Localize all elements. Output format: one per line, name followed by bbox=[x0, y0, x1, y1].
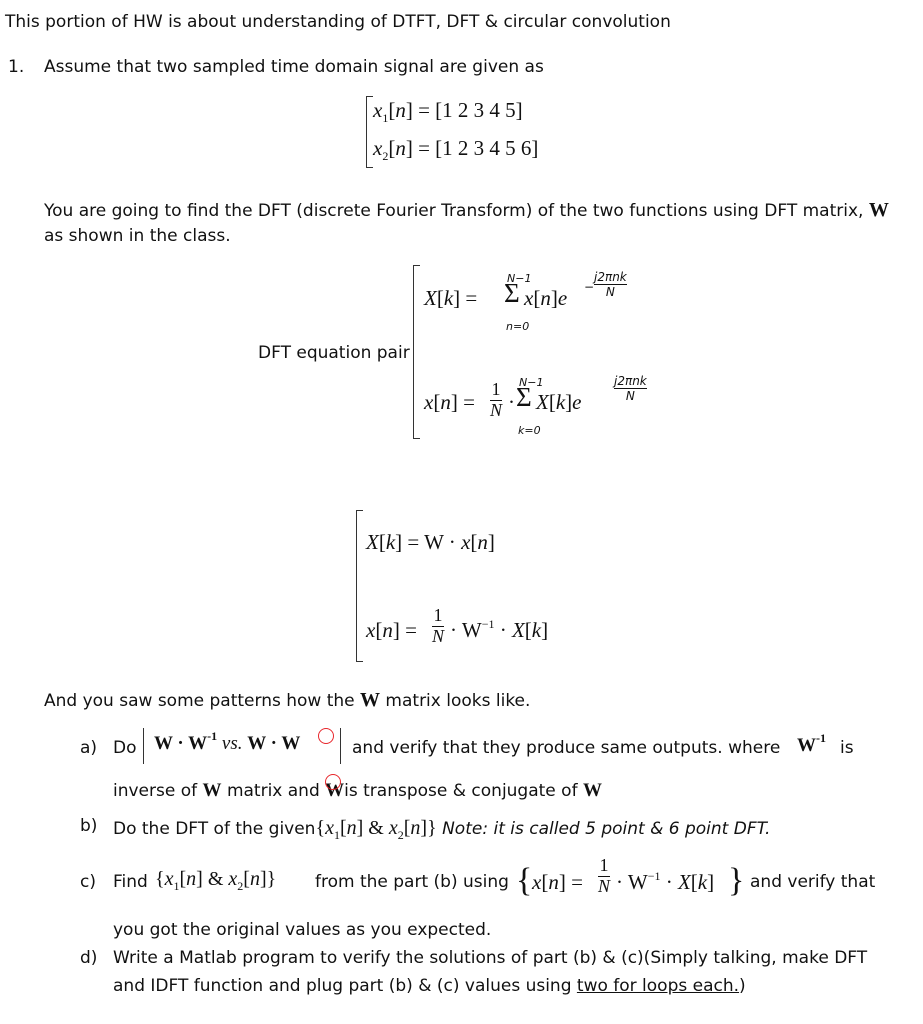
patterns-line: And you saw some patterns how the W matrix looks like. bbox=[44, 689, 531, 711]
part-c-find: Find bbox=[113, 872, 148, 892]
signals-bracket bbox=[366, 96, 373, 168]
part-a-do: Do bbox=[113, 738, 137, 758]
part-a-line2: inverse of W matrix and Wis transpose & conjugate of W bbox=[113, 780, 602, 801]
part-c-line2: you got the original values as you expected. bbox=[113, 920, 492, 940]
idft-equation: x[n] = 1 N · Σ N−1 k=0 X[k]e j2πnk N bbox=[424, 374, 647, 437]
w-bold: W bbox=[868, 199, 889, 221]
part-c-from: from the part (b) using bbox=[315, 872, 509, 892]
part-a-after: and verify that they produce same outputs. where bbox=[352, 738, 781, 758]
intro-line: This portion of HW is about understanding of DTFT, DFT & circular convolution bbox=[5, 12, 671, 32]
signal-x2: $x_2[n] = [1$ 2 3 4 5 6] bbox=[373, 136, 539, 163]
paragraph-line-2: as shown in the class. bbox=[44, 226, 231, 246]
part-a-label: a) bbox=[80, 738, 98, 758]
red-circle-mark-2 bbox=[325, 774, 341, 790]
part-c-formula: { x[n] = 1 N · $W^{-1} \cdot X[k]$ } bbox=[516, 855, 745, 899]
part-c-signals: {$x_1[n]$ & $x_2[n]$} bbox=[155, 868, 277, 893]
dft-equation: X[k] = Σ N−1 n=0 x[n]e − j2πnk N bbox=[424, 270, 627, 333]
matrix-dft-equation: X[k] = W · x[n] bbox=[366, 530, 495, 554]
dft-label: DFT equation pair bbox=[258, 343, 410, 363]
part-a-is: is bbox=[840, 738, 854, 758]
matrix-idft-equation: x[n] = 1 N · $W^{-1} \cdot X[k]$ bbox=[366, 605, 549, 646]
part-a-expression: $W \cdot W^{-1}$ vs. W · W bbox=[154, 729, 301, 754]
red-circle-mark bbox=[318, 728, 334, 744]
question-number: 1. bbox=[8, 57, 25, 77]
part-d-line1: Write a Matlab program to verify the solutions of part (b) & (c)(Simply talking, make DFT bbox=[113, 948, 868, 968]
part-d-underlined: two for loops each. bbox=[576, 976, 740, 996]
signal-x1-values: [1 2 3 4 5] bbox=[435, 98, 523, 122]
question-text: Assume that two sampled time domain signal are given as bbox=[44, 57, 544, 77]
matrix-form-bracket bbox=[356, 510, 363, 662]
part-b-text: Do the DFT of the $given\{x_1[n]$ & $x_2[n]$} Note: it is called 5 point & 6 point DFT. bbox=[113, 817, 771, 842]
part-d-line2: and IDFT function and plug part (b) & (c) values using two for loops each.) bbox=[113, 976, 746, 996]
part-b-note: Note: it is called 5 point & 6 point DFT. bbox=[442, 819, 771, 839]
part-c-label: c) bbox=[80, 872, 96, 892]
part-d-label: d) bbox=[80, 948, 98, 968]
signal-x1: $x_1[n] = [1$ 2 3 4 5] bbox=[373, 98, 523, 125]
part-b-label: b) bbox=[80, 816, 98, 836]
paragraph-line-1: You are going to find the DFT (discrete Fourier Transform) of the two functions using DFT matrix, W bbox=[44, 199, 889, 221]
part-c-and-verify: and verify that bbox=[750, 872, 876, 892]
signal-x2-values: [1 2 3 4 5 6] bbox=[435, 136, 539, 160]
dft-pair-bracket bbox=[413, 265, 420, 439]
part-a-w-inverse: $W^{-1}$ bbox=[797, 731, 826, 756]
